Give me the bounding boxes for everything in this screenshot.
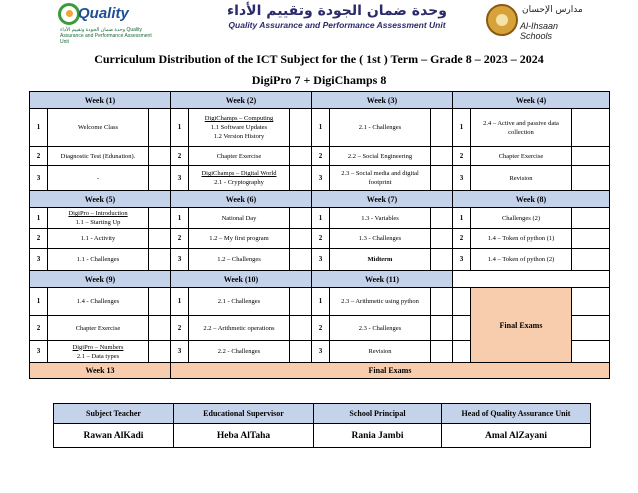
- lesson-line: 1.1 – Starting Up: [75, 219, 121, 226]
- blank-cell: [572, 166, 610, 191]
- lesson-cell: Chapter Exercise: [189, 147, 290, 166]
- lesson-cell: 1.2 – Challenges: [189, 249, 290, 271]
- lesson-cell: Chapter Exercise: [471, 147, 572, 166]
- lesson-number: 1: [171, 208, 189, 229]
- week-header-row: [30, 92, 610, 109]
- signatures-table: [53, 403, 591, 448]
- blank-cell: [453, 316, 471, 341]
- lesson-number: 2: [171, 316, 189, 341]
- lesson-row: [30, 166, 610, 191]
- lesson-cell: 2.1 - Challenges: [330, 109, 431, 147]
- unit-heading: DigiChamps – Computing: [204, 115, 274, 122]
- unit-name-arabic: وحدة ضمان الجودة وتقييم الأداء: [227, 3, 447, 19]
- blank-cell: [149, 341, 171, 363]
- week-13-final-exams: Final Exams: [171, 363, 610, 379]
- lesson-line: 1.1 Software Updates: [210, 124, 268, 131]
- lesson-cell: 1.4 – Token of python (2): [471, 249, 572, 271]
- curriculum-table: [29, 91, 610, 379]
- blank-cell: [453, 341, 471, 363]
- lesson-cell: 1.3 - Variables: [330, 208, 431, 229]
- signatory-name: Rania Jambi: [314, 424, 442, 448]
- lesson-row: [30, 229, 610, 249]
- lesson-number: 3: [171, 166, 189, 191]
- lesson-number: 1: [30, 288, 48, 316]
- lesson-number: 1: [171, 288, 189, 316]
- week-header: Week (9): [30, 271, 171, 288]
- lesson-cell: 1.3 - Challenges: [330, 229, 431, 249]
- lesson-cell: Midterm: [330, 249, 431, 271]
- week-header: Week (6): [171, 191, 312, 208]
- lesson-cell: [189, 109, 290, 147]
- lesson-number: 2: [30, 316, 48, 341]
- blank-cell: [572, 249, 610, 271]
- lesson-number: 2: [30, 229, 48, 249]
- lesson-number: 1: [453, 109, 471, 147]
- lesson-cell: 1.4 - Challenges: [48, 288, 149, 316]
- lesson-cell: 2.2 – Arithmetic operations: [189, 316, 290, 341]
- lesson-cell: 1.1 - Activity: [48, 229, 149, 249]
- blank-cell: [149, 166, 171, 191]
- unit-heading: DigiChamps – Digital World: [201, 170, 277, 177]
- signature-header: Subject Teacher: [54, 404, 174, 424]
- blank-cell: [572, 341, 610, 363]
- unit-heading: DigiPro – Introduction: [68, 210, 128, 217]
- signature-header: Head of Quality Assurance Unit: [442, 404, 591, 424]
- blank-cell: [572, 208, 610, 229]
- lesson-cell: Diagnostic Test (Edunation).: [48, 147, 149, 166]
- lesson-cell: 1.2 – My first program: [189, 229, 290, 249]
- lesson-cell: 2.2 - Challenges: [189, 341, 290, 363]
- lesson-number: 1: [312, 208, 330, 229]
- week-header: Week (3): [312, 92, 453, 109]
- blank-cell: [453, 288, 471, 316]
- signature-header-row: [54, 404, 591, 424]
- lesson-line: 2.1 – Data types: [76, 352, 120, 360]
- blank-cell: [290, 208, 312, 229]
- blank-cell: [431, 288, 453, 316]
- lesson-number: 3: [30, 341, 48, 363]
- week-header-row: [30, 271, 610, 288]
- logo-left-text: Quality: [78, 5, 129, 22]
- lesson-row: [30, 109, 610, 147]
- blank-cell: [290, 166, 312, 191]
- lesson-cell: 2.4 – Active and passive data collection: [471, 109, 572, 147]
- blank-cell: [572, 147, 610, 166]
- school-seal-icon: [486, 4, 518, 36]
- blank-cell: [290, 316, 312, 341]
- lesson-line: 2.1 - Cryptography: [214, 179, 264, 186]
- quality-dot-icon: [66, 10, 73, 17]
- lesson-cell: Chapter Exercise: [48, 316, 149, 341]
- lesson-cell: 2.3 - Challenges: [330, 316, 431, 341]
- lesson-number: 1: [312, 109, 330, 147]
- lesson-cell: Revision: [330, 341, 431, 363]
- blank-cell: [572, 316, 610, 341]
- blank-cell: [431, 147, 453, 166]
- week-header: Week (11): [312, 271, 453, 288]
- lesson-number: 3: [171, 249, 189, 271]
- signatory-name: Rawan AlKadi: [54, 424, 174, 448]
- logo-left-sub: وحدة ضمان الجودة وتقييم الأداء Quality Assurance and Performance Assessment Unit: [60, 27, 152, 45]
- lesson-cell: 2.3 – Social media and digital footprint: [330, 166, 431, 191]
- lesson-number: 1: [171, 109, 189, 147]
- blank-cell: [149, 316, 171, 341]
- week-header: Week (1): [30, 92, 171, 109]
- page-header: [0, 0, 638, 44]
- signatory-name: Heba AlTaha: [174, 424, 314, 448]
- week-header: Week (5): [30, 191, 171, 208]
- blank-cell: [149, 109, 171, 147]
- blank-cell: [290, 147, 312, 166]
- blank-cell: [149, 147, 171, 166]
- blank-cell: [431, 341, 453, 363]
- lesson-number: 3: [312, 249, 330, 271]
- school-logo: [486, 4, 586, 41]
- lesson-number: 2: [453, 147, 471, 166]
- lesson-cell: -: [48, 166, 149, 191]
- blank-cell: [431, 249, 453, 271]
- blank-cell: [431, 208, 453, 229]
- unit-title: [208, 2, 466, 30]
- week-header: Week (7): [312, 191, 453, 208]
- lesson-number: 2: [453, 229, 471, 249]
- lesson-cell: 2.1 - Challenges: [189, 288, 290, 316]
- lesson-cell: 2.3 – Arithmetic using python: [330, 288, 431, 316]
- lesson-cell: [189, 166, 290, 191]
- blank-cell: [572, 229, 610, 249]
- lesson-row: [30, 288, 610, 316]
- signature-header: Educational Supervisor: [174, 404, 314, 424]
- lesson-line: 1.2 Version History: [213, 133, 265, 140]
- blank-cell: [572, 109, 610, 147]
- lesson-cell: Challenges (2): [471, 208, 572, 229]
- blank-cell: [149, 249, 171, 271]
- lesson-cell: National Day: [189, 208, 290, 229]
- blank-cell: [149, 229, 171, 249]
- blank-cell: [431, 316, 453, 341]
- lesson-cell: Welcome Class: [48, 109, 149, 147]
- blank-cell: [290, 229, 312, 249]
- school-name-arabic: مدارس الإحسان: [522, 5, 583, 15]
- lesson-number: 2: [171, 147, 189, 166]
- signatory-name: Amal AlZayani: [442, 424, 591, 448]
- signature-header: School Principal: [314, 404, 442, 424]
- signature-name-row: [54, 424, 591, 448]
- blank-cell: [572, 288, 610, 316]
- lesson-cell: [48, 208, 149, 229]
- week-13-label: Week 13: [30, 363, 171, 379]
- unit-name-english: Quality Assurance and Performance Assessment Unit: [228, 20, 446, 30]
- lesson-cell: 2.2 – Social Engineering: [330, 147, 431, 166]
- lesson-number: 3: [171, 341, 189, 363]
- week-13-row: [30, 363, 610, 379]
- lesson-cell: 1.4 – Token of python (1): [471, 229, 572, 249]
- school-name-english: Al-Ihsaan Schools: [520, 21, 559, 41]
- lesson-cell: [48, 341, 149, 363]
- blank-cell: [290, 249, 312, 271]
- week-header: Week (4): [453, 92, 610, 109]
- unit-heading: DigiPro – Numbers: [72, 343, 124, 351]
- blank-cell: [149, 288, 171, 316]
- week-header-row: [30, 191, 610, 208]
- lesson-cell: Revision: [471, 166, 572, 191]
- lesson-number: 1: [453, 208, 471, 229]
- blank-cell: [149, 208, 171, 229]
- document-subtitle: DigiPro 7 + DigiChamps 8: [251, 73, 387, 87]
- lesson-number: 3: [30, 249, 48, 271]
- week-header: Week (10): [171, 271, 312, 288]
- lesson-row: [30, 208, 610, 229]
- lesson-number: 2: [30, 147, 48, 166]
- lesson-number: 1: [30, 208, 48, 229]
- lesson-cell: 1.1 - Challenges: [48, 249, 149, 271]
- lesson-row: [30, 249, 610, 271]
- blank-cell: [431, 229, 453, 249]
- lesson-number: 3: [453, 166, 471, 191]
- document-title: Curriculum Distribution of the ICT Subject for the ( 1st ) Term – Grade 8 – 2023 – 2024: [94, 52, 544, 66]
- final-exams-cell: Final Exams: [471, 288, 572, 363]
- blank-cell: [290, 109, 312, 147]
- lesson-number: 2: [171, 229, 189, 249]
- lesson-number: 3: [30, 166, 48, 191]
- lesson-row: [30, 147, 610, 166]
- lesson-number: 2: [312, 147, 330, 166]
- blank-cell: [290, 341, 312, 363]
- week-header: Week (8): [453, 191, 610, 208]
- blank-cell: [431, 166, 453, 191]
- lesson-number: 3: [312, 341, 330, 363]
- lesson-number: 2: [312, 229, 330, 249]
- lesson-number: 3: [453, 249, 471, 271]
- lesson-number: 3: [312, 166, 330, 191]
- quality-unit-logo: [56, 3, 160, 45]
- lesson-number: 1: [312, 288, 330, 316]
- lesson-number: 1: [30, 109, 48, 147]
- week-header: Week (2): [171, 92, 312, 109]
- blank-cell: [453, 271, 610, 288]
- blank-cell: [290, 288, 312, 316]
- blank-cell: [431, 109, 453, 147]
- lesson-number: 2: [312, 316, 330, 341]
